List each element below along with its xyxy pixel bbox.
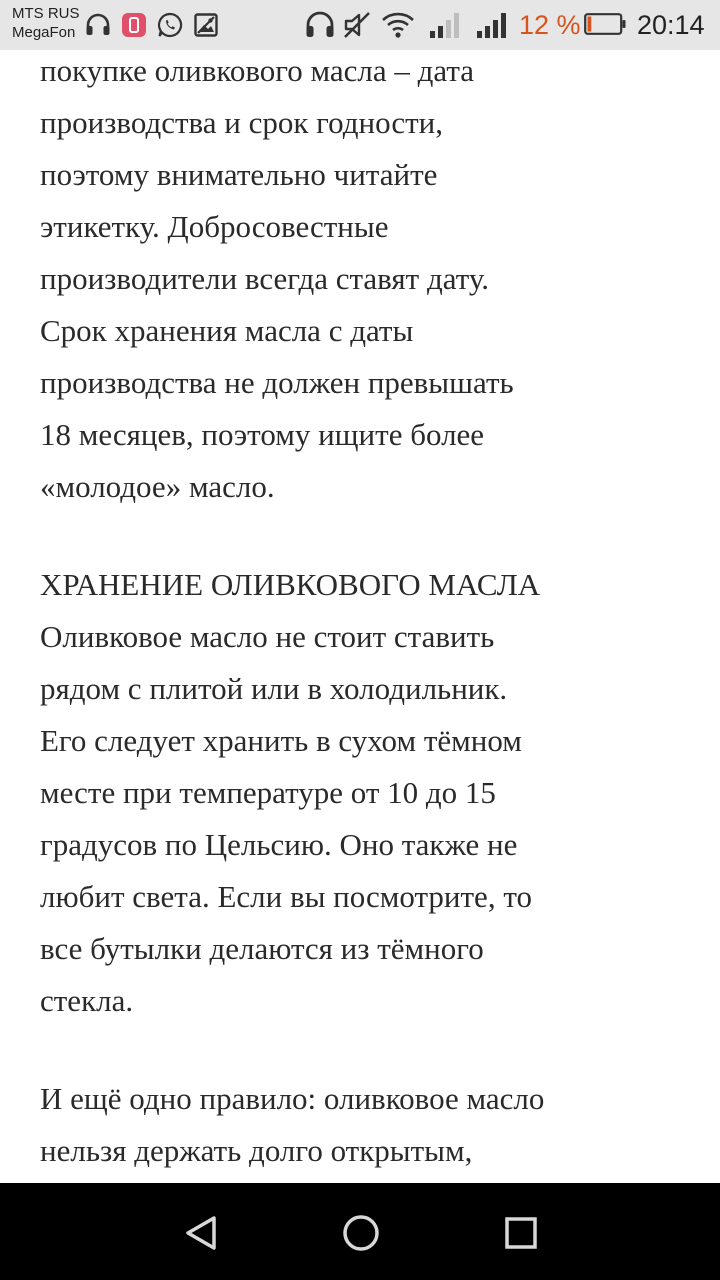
back-button[interactable] xyxy=(179,1211,223,1255)
wifi-icon xyxy=(380,10,416,40)
section-heading: ХРАНЕНИЕ ОЛИВКОВОГО МАСЛА xyxy=(40,567,541,602)
back-triangle-icon xyxy=(181,1213,221,1253)
status-bar xyxy=(0,0,720,50)
whatsapp-icon xyxy=(156,10,184,40)
signal-sim1-icon xyxy=(428,10,462,40)
headset-icon xyxy=(84,10,112,40)
paragraph-line: нельзя держать долго открытым, xyxy=(40,1133,473,1168)
paragraph-line: Срок хранения масла с даты xyxy=(40,313,414,348)
headphones-icon xyxy=(304,10,336,40)
article-paragraph xyxy=(40,1073,700,1177)
paragraph-line: поэтому внимательно читайте xyxy=(40,157,438,192)
paragraph-line: рядом с плитой или в холодильник. xyxy=(40,671,508,706)
recents-square-icon xyxy=(501,1213,541,1253)
paragraph-spacer xyxy=(40,1027,700,1073)
recents-button[interactable] xyxy=(499,1211,543,1255)
navigation-bar xyxy=(0,1183,720,1280)
mute-icon xyxy=(341,10,373,40)
home-button[interactable] xyxy=(339,1211,383,1255)
paragraph-line: покупке оливкового масла – дата xyxy=(40,53,475,88)
paragraph-line: 18 месяцев, поэтому ищите более xyxy=(40,417,485,452)
paragraph-line: этикетку. Добросовестные xyxy=(40,209,389,244)
battery-percent: 12 % xyxy=(519,10,581,40)
notification-app-icon xyxy=(120,10,148,40)
battery-icon xyxy=(584,13,624,35)
carrier-name-sim1: MTS RUS xyxy=(12,5,80,22)
home-circle-icon xyxy=(341,1213,381,1253)
paragraph-line: месте при температуре от 10 до 15 xyxy=(40,775,496,810)
paragraph-line: градусов по Цельсию. Оно также не xyxy=(40,827,518,862)
paragraph-line: Оливковое масло не стоит ставить xyxy=(40,619,495,654)
signal-sim2-icon xyxy=(475,10,509,40)
paragraph-line: производители всегда ставят дату. xyxy=(40,261,489,296)
paragraph-line: «молодое» масло. xyxy=(40,469,275,504)
paragraph-line: Его следует хранить в сухом тёмном xyxy=(40,723,522,758)
article-paragraph xyxy=(40,611,700,1027)
article-paragraph xyxy=(40,45,700,513)
paragraph-line: производства и срок годности, xyxy=(40,105,444,140)
paragraph-line: любит света. Если вы посмотрите, то xyxy=(40,879,532,914)
paragraph-spacer xyxy=(40,513,700,559)
paragraph-line: производства не должен превышать xyxy=(40,365,514,400)
paragraph-line: все бутылки делаются из тёмного xyxy=(40,931,484,966)
clock: 20:14 xyxy=(637,10,705,40)
article-content xyxy=(40,45,700,1183)
gallery-icon xyxy=(192,10,220,40)
carrier-info xyxy=(12,4,80,42)
paragraph-line: И ещё одно правило: оливковое масло xyxy=(40,1081,545,1116)
paragraph-line: стекла. xyxy=(40,983,134,1018)
carrier-name-sim2: MegaFon xyxy=(12,24,76,41)
